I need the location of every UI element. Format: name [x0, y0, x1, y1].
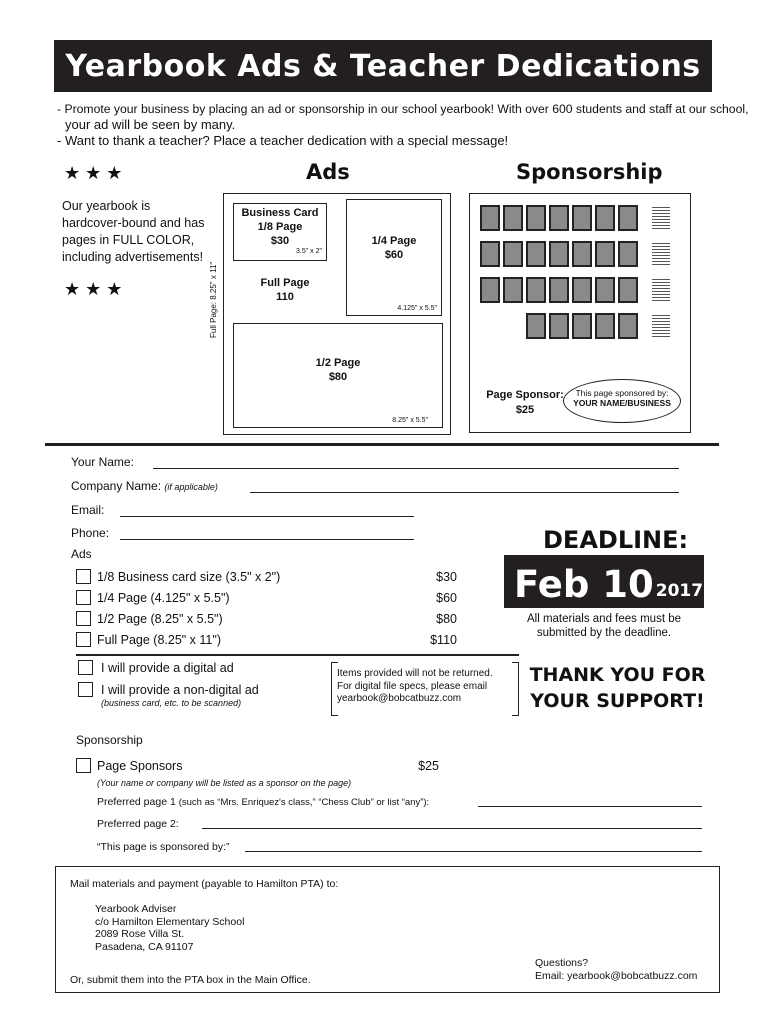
photo-placeholder: [549, 205, 569, 231]
pref1-text: Preferred page 1: [97, 796, 176, 808]
photo-placeholder: [618, 313, 638, 339]
nondigital-ad-checkbox[interactable]: [78, 682, 93, 697]
questions-label: Questions?: [535, 957, 589, 969]
ad-option-checkbox[interactable]: [76, 569, 91, 584]
company-note: (if applicable): [164, 482, 218, 492]
photo-placeholder: [572, 205, 592, 231]
stars-bottom: ★ ★ ★: [64, 279, 123, 299]
photo-placeholder: [526, 313, 546, 339]
photo-placeholder: [526, 277, 546, 303]
nondigital-note: (business card, etc. to be scanned): [101, 698, 242, 708]
ad-option-price: $30: [436, 569, 457, 584]
ad-option-row[interactable]: [76, 629, 457, 650]
items-note-email: yearbook@bobcatbuzz.com: [337, 693, 462, 704]
preferred-page-1-field[interactable]: [478, 806, 702, 807]
your-name-field[interactable]: [153, 468, 679, 469]
thank-you-message: [520, 662, 715, 714]
company-name-field[interactable]: [250, 492, 679, 493]
quarter-page-price: $60: [384, 249, 404, 261]
page-sponsors-label: Page Sponsors: [97, 758, 183, 773]
text-lines-placeholder: [652, 279, 670, 301]
half-page-ad: [233, 323, 443, 428]
full-page-price: 110: [276, 291, 294, 303]
ad-option-label: 1/2 Page (8.25" x 5.5"): [97, 611, 223, 626]
ad-option-row[interactable]: [76, 566, 457, 587]
photo-placeholder: [618, 205, 638, 231]
email-label: Email:: [71, 503, 105, 517]
preferred-page-2-field[interactable]: [202, 828, 702, 829]
stars-top: ★ ★ ★: [64, 163, 123, 183]
items-note-box: [331, 662, 519, 716]
digital-ad-label: I will provide a digital ad: [101, 660, 234, 675]
ad-option-label: 1/4 Page (4.125" x 5.5"): [97, 590, 230, 605]
sponsorship-section-label: Sponsorship: [76, 733, 143, 747]
full-page-dim-text: Full Page: 8.25" x 11": [209, 261, 218, 338]
page-sponsor-example: [485, 388, 565, 418]
sponsored-by-label: “This page is sponsored by:”: [97, 841, 230, 853]
deadline-date: Feb 10: [514, 563, 654, 606]
ad-option-checkbox[interactable]: [76, 590, 91, 605]
page-title: Yearbook Ads & Teacher Dedications: [54, 40, 712, 92]
intro-line-3: - Want to thank a teacher? Place a teacher dedication with a special message!: [57, 133, 509, 148]
mail-intro: Mail materials and payment (payable to Hamilton PTA) to:: [70, 878, 339, 890]
phone-label: Phone:: [71, 526, 110, 540]
full-page-label: Full Page: [260, 277, 310, 289]
photo-placeholder: [503, 241, 523, 267]
preferred-page-1-label: [97, 796, 429, 808]
photo-placeholder: [572, 241, 592, 267]
address-line-2: c/o Hamilton Elementary School: [95, 915, 245, 928]
ad-option-row[interactable]: [76, 587, 457, 608]
deadline-note-line-1: All materials and fees must be: [526, 613, 682, 625]
yearbook-photo-grid: [480, 205, 680, 345]
ads-divider: [76, 654, 519, 656]
photo-placeholder: [503, 205, 523, 231]
business-card-ad: [233, 203, 327, 261]
photo-placeholder: [595, 277, 615, 303]
nondigital-ad-option[interactable]: [78, 682, 259, 697]
deadline-date-banner: [504, 555, 704, 608]
pref1-note: (such as “Mrs. Enriquez's class,” “Chess Club” or list “any”):: [178, 797, 430, 808]
bubble-line-2: YOUR NAME/BUSINESS: [573, 398, 671, 408]
address-line-1: Yearbook Adviser: [95, 903, 177, 915]
address-line-4: Pasadena, CA 91107: [95, 940, 194, 953]
mailing-address: [95, 903, 244, 953]
ad-option-row[interactable]: [76, 608, 457, 629]
ad-option-label: Full Page (8.25" x 11"): [97, 632, 221, 647]
page-sponsor-label: Page Sponsor:: [486, 389, 564, 401]
photo-placeholder: [549, 277, 569, 303]
intro-line-2: your ad will be seen by many.: [65, 117, 236, 132]
sponsor-note: (Your name or company will be listed as a sponsor on the page): [97, 778, 352, 788]
digital-ad-option[interactable]: [78, 660, 234, 675]
preferred-page-2-label: Preferred page 2:: [97, 818, 179, 830]
mailing-info-box: [55, 866, 720, 993]
photo-placeholder: [549, 313, 569, 339]
photo-placeholder: [526, 205, 546, 231]
hardcover-note: Our yearbook is hardcover-bound and has pages in FULL COLOR, including advertisements!: [62, 199, 205, 264]
ad-option-checkbox[interactable]: [76, 632, 91, 647]
half-page-label: 1/2 Page: [315, 357, 361, 369]
intro-text: [57, 101, 757, 149]
half-page-price: $80: [328, 371, 348, 383]
page-sponsor-price: $25: [515, 404, 535, 416]
sponsor-speech-bubble: [563, 379, 681, 423]
half-page-dim: 8.25" x 5.5": [392, 417, 428, 424]
photo-placeholder: [595, 241, 615, 267]
business-card-size: 1/8 Page: [257, 221, 303, 233]
deadline-label: DEADLINE:: [543, 526, 689, 554]
questions-email: Email: yearbook@bobcatbuzz.com: [535, 970, 698, 982]
digital-ad-checkbox[interactable]: [78, 660, 93, 675]
full-page-ad-label: [250, 276, 320, 304]
address-line-3: 2089 Rose Villa St.: [95, 928, 185, 940]
ad-options: [76, 566, 457, 650]
deadline-note: [504, 612, 704, 640]
quarter-page-dim: 4.125" x 5.5": [397, 305, 437, 312]
photo-placeholder: [549, 241, 569, 267]
photo-placeholder: [526, 241, 546, 267]
business-card-dim: 3.5" x 2": [296, 248, 322, 255]
thanks-line-2: YOUR SUPPORT!: [530, 690, 705, 712]
items-note-line-1: Items provided will not be returned.: [337, 668, 493, 679]
photo-placeholder: [572, 313, 592, 339]
full-page-dim: [203, 262, 221, 338]
ads-heading: Ads: [306, 160, 350, 184]
company-label-text: Company Name:: [71, 479, 162, 493]
bubble-line-1: This page sponsored by:: [575, 388, 669, 398]
ad-option-label: 1/8 Business card size (3.5" x 2"): [97, 569, 281, 584]
deadline-year: 2017: [655, 581, 704, 601]
business-card-price: $30: [270, 235, 290, 247]
sponsored-by-field[interactable]: [245, 851, 702, 852]
section-divider: [45, 443, 719, 446]
page-sponsors-option[interactable]: [76, 758, 439, 773]
deadline-note-line-2: submitted by the deadline.: [536, 627, 672, 639]
photo-placeholder: [595, 205, 615, 231]
company-name-label: [71, 479, 218, 493]
ad-option-price: $110: [430, 632, 457, 647]
ad-option-price: $80: [436, 611, 457, 626]
photo-placeholder: [480, 205, 500, 231]
email-field[interactable]: [120, 516, 414, 517]
text-lines-placeholder: [652, 207, 670, 229]
ad-option-checkbox[interactable]: [76, 611, 91, 626]
photo-placeholder: [618, 277, 638, 303]
ad-option-price: $60: [436, 590, 457, 605]
photo-placeholder: [618, 241, 638, 267]
intro-line-1: - Promote your business by placing an ad or sponsorship in our school yearbook! With over 600 students and staff at our school,: [57, 102, 749, 116]
your-name-label: Your Name:: [71, 455, 134, 469]
ads-section-label: Ads: [71, 547, 92, 561]
photo-placeholder: [572, 277, 592, 303]
sponsorship-heading: Sponsorship: [516, 160, 663, 184]
pta-box-note: Or, submit them into the PTA box in the Main Office.: [70, 974, 311, 986]
text-lines-placeholder: [652, 315, 670, 337]
quarter-page-label: 1/4 Page: [371, 235, 417, 247]
text-lines-placeholder: [652, 243, 670, 265]
photo-placeholder: [595, 313, 615, 339]
page-sponsors-checkbox[interactable]: [76, 758, 91, 773]
photo-placeholder: [480, 277, 500, 303]
items-note-line-2: For digital file specs, please email: [337, 680, 488, 692]
nondigital-ad-label: I will provide a non-digital ad: [101, 682, 259, 697]
business-card-label: Business Card: [241, 207, 319, 219]
phone-field[interactable]: [120, 539, 414, 540]
page-sponsors-price: $25: [418, 758, 439, 773]
quarter-page-ad: [346, 199, 442, 316]
photo-placeholder: [480, 241, 500, 267]
photo-placeholder: [503, 277, 523, 303]
thanks-line-1: THANK YOU FOR: [529, 664, 706, 686]
